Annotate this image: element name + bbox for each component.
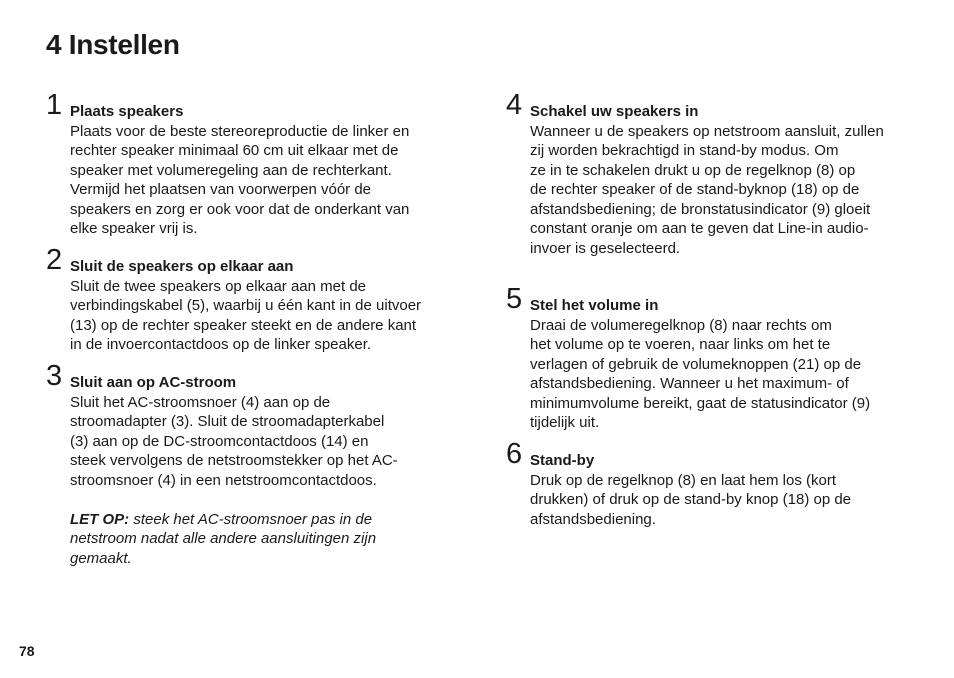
note-text: steek het AC-stroomsnoer pas in de [129,510,373,528]
body-line: het volume op te voeren, naar links om het te [530,336,831,353]
step-body [70,393,470,491]
step-1 [46,89,470,239]
body-line: afstandsbediening. [530,510,656,528]
body-line: invoer is geselecteerd. [530,239,681,257]
body-line: rechter speaker minimaal 60 cm uit elkaar met de [70,142,399,159]
step-number: 3 [46,360,63,392]
step-number: 2 [46,244,63,276]
step-body [530,122,930,259]
step-heading: Stel het volume in [530,297,659,314]
body-line: verbindingskabel (5), waarbij u één kant in de uitvoer [70,297,422,314]
step-number: 5 [506,283,523,315]
body-line: ze in te schakelen drukt u op de regelknop (8) op [530,161,856,179]
step-body [530,471,930,530]
warning-note [70,510,470,569]
note-line: gemaakt. [70,549,132,567]
step-5 [506,283,930,433]
body-line: speaker met volumeregeling aan de rechterkant. [70,161,392,179]
body-line: minimumvolume bereikt, gaat de statusindicator (9) [530,394,871,412]
body-line: (13) op de rechter speaker steekt en de andere kant [70,316,417,334]
body-line: Wanneer u de speakers op netstroom aansluit, zullen [530,122,884,140]
body-line: verlagen of gebruik de volumeknoppen (21) op de [530,355,862,373]
step-3 [46,360,470,568]
body-line: Vermijd het plaatsen van voorwerpen vóór de [70,181,372,198]
note-prefix: LET OP: [70,510,130,528]
step-heading: Sluit aan op AC-stroom [70,374,237,391]
body-line: in de invoercontactdoos op de linker speaker. [70,336,372,353]
body-line: steek vervolgens de netstroomstekker op het AC- [70,452,398,469]
body-line: zij worden bekrachtigd in stand-by modus. Om [530,142,839,159]
step-number: 6 [506,438,523,470]
step-6 [506,438,930,529]
body-line: afstandsbediening; de bronstatusindicator (9) gloeit [530,200,871,218]
body-line: afstandsbediening. Wanneer u het maximum- of [530,375,849,392]
body-line: Plaats voor de beste stereoreproductie de linker en [70,122,410,140]
note-line [70,510,470,530]
step-heading: Plaats speakers [70,103,184,120]
step-body [530,316,930,433]
step-body [70,277,470,355]
body-line: Draai de volumeregelknop (8) naar rechts om [530,316,832,334]
page-number: 78 [19,643,35,659]
body-line: drukken) of druk op de stand-by knop (18) op de [530,491,852,508]
body-line: Sluit het AC-stroomsnoer (4) aan op de [70,393,331,411]
step-heading: Sluit de speakers op elkaar aan [70,258,294,275]
step-4 [506,89,930,258]
page-title: 4 Instellen [46,29,180,60]
body-line: elke speaker vrij is. [70,220,198,237]
body-line: stroomadapter (3). Sluit de stroomadapterkabel [70,413,385,430]
body-line: Sluit de twee speakers op elkaar aan met de [70,277,367,295]
step-number: 1 [46,89,63,121]
step-heading: Stand-by [530,452,595,469]
note-line: netstroom nadat alle andere aansluitingen zijn [70,530,377,547]
step-2 [46,244,470,355]
body-line: (3) aan op de DC-stroomcontactdoos (14) en [70,432,369,450]
body-line: speakers en zorg er ook voor dat de onderkant van [70,200,410,218]
step-heading: Schakel uw speakers in [530,103,699,120]
body-line: de rechter speaker of de stand-byknop (18) op de [530,181,860,198]
body-line: constant oranje om aan te geven dat Line-in audio- [530,220,869,237]
body-line: Druk op de regelknop (8) en laat hem los (kort [530,471,836,489]
body-line: stroomsnoer (4) in een netstroomcontactdoos. [70,471,377,489]
step-number: 4 [506,89,523,121]
step-body [70,122,470,239]
body-line: tijdelijk uit. [530,414,600,431]
